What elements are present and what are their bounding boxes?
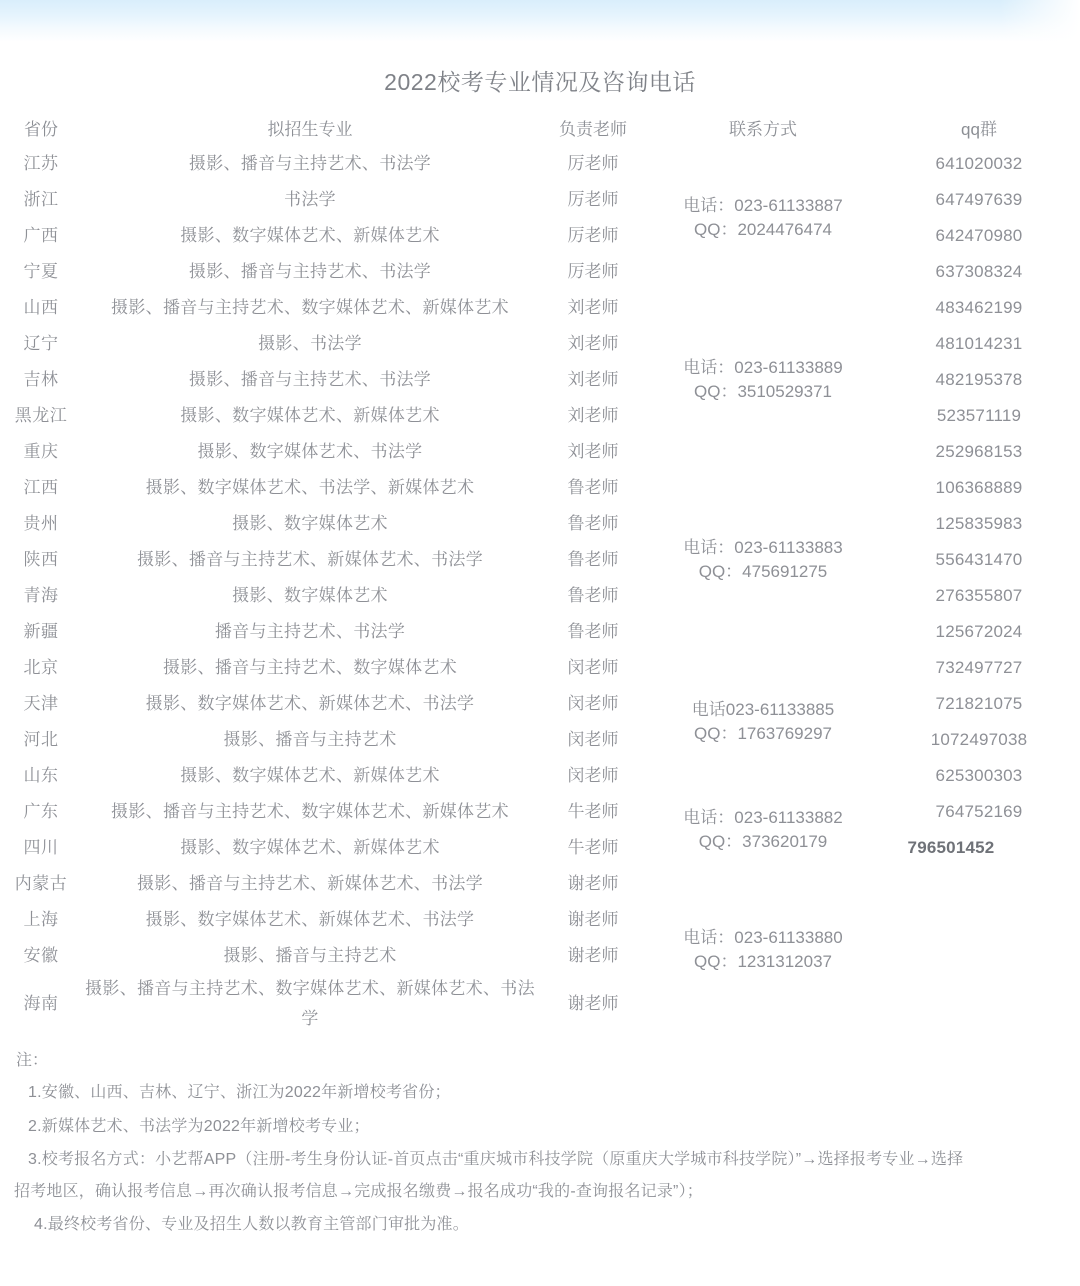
note-item-2: 2.新媒体艺术、书法学为2022年新增校考专业；: [28, 1118, 370, 1135]
cell-qq-group: [878, 902, 1080, 938]
cell-major: 摄影、播音与主持艺术: [223, 730, 397, 749]
cell-teacher: 鲁老师: [567, 586, 619, 605]
cell-province: 浙江: [23, 190, 59, 209]
cell-province: 新疆: [23, 622, 59, 641]
cell-province: 河北: [23, 730, 59, 749]
column-header-contact: 联系方式: [729, 119, 797, 139]
cell-teacher: 鲁老师: [567, 550, 619, 569]
table-row: [0, 686, 1080, 722]
cell-teacher: 闵老师: [567, 658, 619, 677]
note-item-3-line-2: 招考地区，确认报考信息→再次确认报考信息→完成报名缴费→报名成功“我的-查询报名记录”）；: [14, 1183, 703, 1200]
cell-province: 山西: [23, 298, 59, 317]
contact-qq: QQ：1763769297: [694, 724, 832, 743]
cell-qq-group: [878, 470, 1080, 506]
cell-teacher: 刘老师: [567, 406, 619, 425]
qq-group-number: 721821075: [935, 694, 1023, 713]
contact-phone: 电话023-61133885: [691, 700, 835, 719]
note-item-3-line-1: 3.校考报名方式：小艺帮APP（注册-考生身份认证-首页点击“重庆城市科技学院（原重庆大学城市科技学院）”→选择报考专业→选择: [28, 1151, 964, 1168]
school-exam-table-wrapper: [0, 110, 1080, 1034]
cell-qq-group: [878, 938, 1080, 974]
cell-major: 摄影、播音与主持艺术、书法学: [188, 370, 432, 389]
qq-group-number: 732497727: [935, 658, 1023, 677]
cell-teacher: 厉老师: [567, 262, 619, 281]
contact-phone: 电话：023-61133880: [683, 928, 843, 947]
table-row: [0, 470, 1080, 506]
cell-province: 内蒙古: [14, 874, 68, 893]
cell-province: 辽宁: [23, 334, 59, 353]
table-row: [0, 146, 1080, 182]
cell-contact: [648, 866, 878, 1034]
table-row: [0, 326, 1080, 362]
school-exam-table: [0, 110, 1080, 1034]
table-header-row: [0, 110, 1080, 146]
cell-teacher: 厉老师: [567, 190, 619, 209]
contact-phone: 电话：023-61133887: [683, 196, 843, 215]
table-row: [0, 578, 1080, 614]
cell-major: 摄影、播音与主持艺术、数字媒体艺术: [162, 658, 458, 677]
cell-teacher: 谢老师: [567, 946, 619, 965]
cell-qq-group: [878, 794, 1080, 830]
contact-phone: 电话：023-61133883: [683, 538, 843, 557]
table-row: [0, 398, 1080, 434]
cell-major: 播音与主持艺术、书法学: [214, 622, 406, 641]
table-row: [0, 182, 1080, 218]
table-body: [0, 146, 1080, 1034]
cell-teacher: 鲁老师: [567, 478, 619, 497]
qq-group-number: 523571119: [936, 406, 1022, 425]
cell-teacher: 谢老师: [567, 910, 619, 929]
cell-major: 书法学: [284, 190, 336, 209]
cell-major: 摄影、书法学: [258, 334, 362, 353]
cell-qq-group: [878, 866, 1080, 902]
cell-major: 摄影、数字媒体艺术、书法学: [197, 442, 423, 461]
table-row: [0, 794, 1080, 830]
cell-major: 摄影、数字媒体艺术: [232, 586, 388, 605]
cell-province: 青海: [23, 586, 59, 605]
cell-contact: [648, 470, 878, 650]
table-row: [0, 830, 1080, 866]
qq-group-number: 125672024: [935, 622, 1023, 641]
cell-qq-group: [878, 290, 1080, 326]
cell-province: 海南: [23, 994, 59, 1013]
cell-qq-group: [878, 830, 1080, 866]
table-row: [0, 866, 1080, 902]
cell-teacher: 厉老师: [567, 154, 619, 173]
cell-major: 摄影、数字媒体艺术、新媒体艺术、书法学: [145, 910, 475, 929]
cell-qq-group: [878, 254, 1080, 290]
qq-group-number: 252968153: [935, 442, 1023, 461]
table-row: [0, 218, 1080, 254]
cell-major: 摄影、播音与主持艺术、数字媒体艺术、新媒体艺术、书法学: [85, 979, 535, 1028]
cell-province: 广西: [23, 226, 59, 245]
cell-teacher: 刘老师: [567, 334, 619, 353]
cell-major: 摄影、播音与主持艺术、书法学: [188, 154, 432, 173]
cell-teacher: 鲁老师: [567, 622, 619, 641]
cell-qq-group: [878, 542, 1080, 578]
cell-province: 宁夏: [23, 262, 59, 281]
contact-qq: QQ：475691275: [698, 562, 828, 581]
cell-province: 贵州: [23, 514, 59, 533]
cell-qq-group: [878, 434, 1080, 470]
cell-major: 摄影、数字媒体艺术、新媒体艺术、书法学: [145, 694, 475, 713]
qq-group-number: 482195378: [935, 370, 1023, 389]
cell-teacher: 牛老师: [567, 802, 619, 821]
cell-qq-group: [878, 974, 1080, 1034]
cell-province: 黑龙江: [14, 406, 68, 425]
cell-teacher: 厉老师: [567, 226, 619, 245]
cell-teacher: 闵老师: [567, 694, 619, 713]
cell-province: 四川: [23, 838, 59, 857]
table-row: [0, 506, 1080, 542]
cell-contact: [648, 650, 878, 794]
cell-contact: [648, 146, 878, 290]
cell-teacher: 闵老师: [567, 766, 619, 785]
cell-contact: [648, 290, 878, 470]
qq-group-number: 483462199: [935, 298, 1023, 317]
cell-major: 摄影、播音与主持艺术、新媒体艺术、书法学: [137, 550, 483, 569]
cell-major: 摄影、播音与主持艺术、数字媒体艺术、新媒体艺术: [111, 298, 509, 317]
cell-qq-group: [878, 398, 1080, 434]
qq-group-number: 556431470: [935, 550, 1023, 569]
table-row: [0, 902, 1080, 938]
column-header-qq-group: qq群: [961, 119, 997, 139]
contact-qq: QQ：3510529371: [694, 382, 832, 401]
table-row: [0, 722, 1080, 758]
qq-group-number: 276355807: [935, 586, 1023, 605]
cell-qq-group: [878, 578, 1080, 614]
column-header-province: 省份: [24, 119, 58, 139]
contact-qq: QQ：1231312037: [694, 952, 832, 971]
qq-group-number: 481014231: [935, 334, 1023, 353]
qq-group-number: 647497639: [935, 190, 1023, 209]
table-row: [0, 362, 1080, 398]
cell-teacher: 牛老师: [567, 838, 619, 857]
cell-major: 摄影、数字媒体艺术、书法学、新媒体艺术: [145, 478, 475, 497]
cell-province: 陕西: [23, 550, 59, 569]
cell-qq-group: [878, 362, 1080, 398]
qq-group-number: 796501452: [907, 838, 995, 857]
qq-group-number: 637308324: [935, 262, 1023, 281]
table-row: [0, 758, 1080, 794]
cell-qq-group: [878, 758, 1080, 794]
qq-group-number: 125835983: [935, 514, 1023, 533]
cell-province: 江西: [23, 478, 59, 497]
cell-qq-group: [878, 146, 1080, 182]
cell-contact: [648, 794, 878, 866]
contact-qq: QQ：373620179: [698, 832, 828, 851]
qq-group-number: 764752169: [935, 802, 1023, 821]
cell-major: 摄影、播音与主持艺术、书法学: [188, 262, 432, 281]
table-row: [0, 542, 1080, 578]
column-header-teacher: 负责老师: [559, 119, 627, 139]
contact-phone: 电话：023-61133889: [683, 358, 843, 377]
cell-province: 山东: [23, 766, 59, 785]
contact-phone: 电话：023-61133882: [683, 808, 843, 827]
cell-province: 吉林: [23, 370, 59, 389]
qq-group-number: 641020032: [935, 154, 1023, 173]
cell-province: 安徽: [23, 946, 59, 965]
table-row: [0, 650, 1080, 686]
cell-qq-group: [878, 650, 1080, 686]
cell-province: 江苏: [23, 154, 59, 173]
qq-group-number: 642470980: [935, 226, 1023, 245]
cell-teacher: 谢老师: [567, 994, 619, 1013]
cell-major: 摄影、播音与主持艺术、新媒体艺术、书法学: [137, 874, 483, 893]
qq-group-number: 106368889: [935, 478, 1023, 497]
cell-major: 摄影、播音与主持艺术、数字媒体艺术、新媒体艺术: [111, 802, 509, 821]
cell-teacher: 谢老师: [567, 874, 619, 893]
table-row: [0, 974, 1080, 1034]
cell-qq-group: [878, 722, 1080, 758]
table-row: [0, 254, 1080, 290]
cell-teacher: 刘老师: [567, 298, 619, 317]
cell-province: 北京: [23, 658, 59, 677]
cell-teacher: 闵老师: [567, 730, 619, 749]
cell-major: 摄影、播音与主持艺术: [223, 946, 397, 965]
cell-teacher: 刘老师: [567, 370, 619, 389]
note-item-4: 4.最终校考省份、专业及招生人数以教育主管部门审批为准。: [34, 1216, 469, 1233]
page-title: 2022校考专业情况及咨询电话: [384, 69, 696, 95]
cell-qq-group: [878, 218, 1080, 254]
table-row: [0, 614, 1080, 650]
cell-major: 摄影、数字媒体艺术、新媒体艺术: [180, 766, 440, 785]
cell-major: 摄影、数字媒体艺术、新媒体艺术: [180, 406, 440, 425]
column-header-major: 拟招生专业: [267, 119, 353, 139]
table-row: [0, 434, 1080, 470]
cell-teacher: 刘老师: [567, 442, 619, 461]
cell-qq-group: [878, 614, 1080, 650]
note-item-1: 1.安徽、山西、吉林、辽宁、浙江为2022年新增校考省份；: [28, 1084, 451, 1101]
qq-group-number: 1072497038: [930, 730, 1028, 749]
cell-qq-group: [878, 182, 1080, 218]
cell-major: 摄影、数字媒体艺术: [232, 514, 388, 533]
cell-teacher: 鲁老师: [567, 514, 619, 533]
notes-section: [0, 1046, 1080, 1242]
notes-heading: 注：: [16, 1052, 49, 1069]
cell-major: 摄影、数字媒体艺术、新媒体艺术: [180, 838, 440, 857]
qq-group-number: 625300303: [935, 766, 1023, 785]
cell-major: 摄影、数字媒体艺术、新媒体艺术: [180, 226, 440, 245]
table-row: [0, 938, 1080, 974]
cell-province: 天津: [23, 694, 59, 713]
cell-qq-group: [878, 686, 1080, 722]
cell-province: 广东: [23, 802, 59, 821]
cell-province: 上海: [23, 910, 59, 929]
cell-province: 重庆: [23, 442, 59, 461]
contact-qq: QQ：2024476474: [694, 220, 832, 239]
cell-qq-group: [878, 326, 1080, 362]
table-row: [0, 290, 1080, 326]
cell-qq-group: [878, 506, 1080, 542]
note-item-3: [14, 1144, 1066, 1208]
